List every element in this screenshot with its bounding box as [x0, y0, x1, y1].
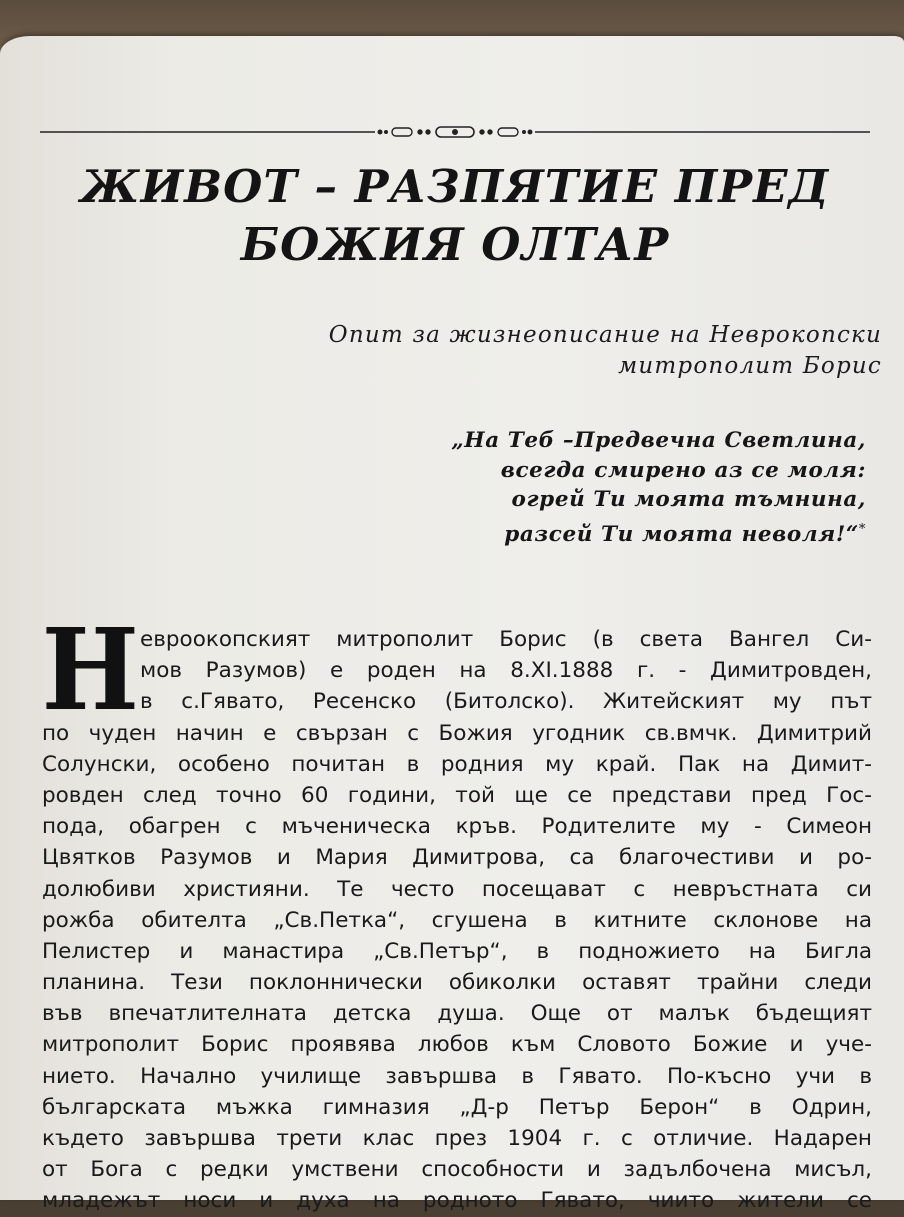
body-line: младежът носи и духа на родното Гявато, чиито жители се	[42, 1188, 872, 1214]
chapter-title-line-2: БОЖИЯ ОЛТАР	[240, 218, 670, 271]
body-line: по чуден начин е свързан с Божия угодник св.вмчк. Димитрий	[42, 720, 872, 746]
epigraph-line-4: разсей Ти моята неволя!“	[504, 521, 859, 547]
epigraph-line-3: огрей Ти моята тъмнина,	[511, 487, 866, 512]
body-line: българската мъжка гимназия „Д-р Петър Берон“ в Одрин,	[42, 1094, 872, 1120]
body-paragraph	[41, 605, 872, 1217]
body-line: Солунски, особено почитан в родния му край. Пак на Димит-	[42, 751, 872, 777]
chapter-subtitle	[122, 320, 882, 382]
chapter-title	[40, 158, 870, 274]
subtitle-line-1: Опит за жизнеописание на Неврокопски	[328, 322, 882, 348]
body-line: планина. Тези поклоннически обиколки оставят трайни следи	[42, 970, 872, 996]
footnote-marker: *	[858, 521, 866, 537]
body-line: мов Разумов) е роден на 8.XI.1888 г. - Димитровден,	[140, 658, 872, 684]
ornamental-divider	[40, 124, 870, 140]
body-line: рожба обителта „Св.Петка“, сгушена в китните склонове на	[42, 907, 872, 933]
body-line: митрополит Борис проявява любов към Словото Божие и уче-	[42, 1032, 872, 1058]
body-line: където завършва трети клас през 1904 г. с отличие. Надарен	[42, 1126, 872, 1151]
body-line: Пелистер и манастира „Св.Петър“, в подножието на Бигла	[42, 938, 872, 964]
body-line: във впечатлителната детска душа. Още от малък бъдещият	[42, 1001, 872, 1027]
epigraph-verse	[146, 426, 866, 549]
body-line: пода, обагрен с мъченическа кръв. Родителите му - Симеон	[42, 814, 872, 840]
subtitle-line-2: митрополит Борис	[618, 353, 882, 379]
epigraph-line-2: всегда смирено аз се моля:	[500, 457, 866, 483]
body-line: ровден след точно 60 години, той ще се представи пред Гос-	[42, 782, 872, 808]
body-line: Цвятков Разумов и Мария Димитрова, са благочестиви и ро-	[42, 845, 872, 871]
body-line: евроокопският митрополит Борис (в света Вангел Си-	[140, 627, 872, 652]
chapter-title-line-1: ЖИВОТ – РАЗПЯТИЕ ПРЕД	[80, 160, 830, 213]
body-line: нието. Начално училище завършва в Гявато. По-късно учи в	[42, 1063, 872, 1089]
book-page	[0, 36, 904, 1214]
body-line: долюбиви християни. Те често посещават с невръстната си	[42, 876, 872, 902]
body-line: от Бога с редки умствени способности и задълбочена мисъл,	[42, 1157, 872, 1183]
body-line: в с.Гявато, Ресенско (Битолско). Житейският му път	[140, 689, 872, 715]
drop-cap-letter: Н	[41, 605, 140, 736]
epigraph-line-1: „На Теб –Предвечна Светлина,	[451, 428, 866, 453]
